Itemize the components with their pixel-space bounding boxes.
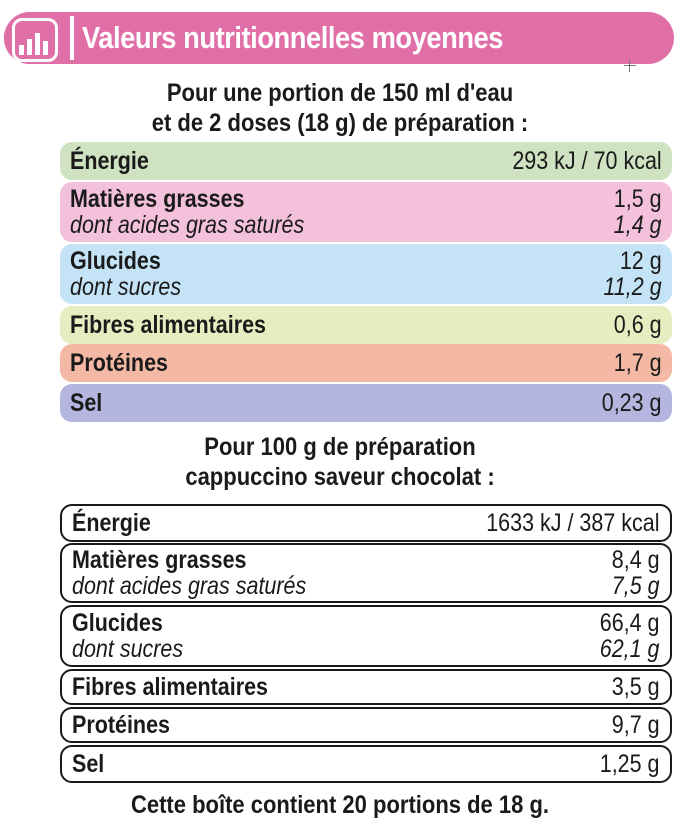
s2-row-sel (60, 745, 672, 783)
s1-row-energie (60, 142, 672, 180)
s1-energie-value: 293 kJ / 70 kcal (512, 147, 662, 175)
s2-row-fibres (60, 669, 672, 705)
s2-matieres-grasses-value: 8,4 g (612, 546, 660, 574)
section1-subtitle-line2: et de 2 doses (18 g) de préparation : (151, 109, 529, 137)
page-title: Valeurs nutritionnelles moyennes (82, 20, 504, 55)
nutrition-logo (4, 12, 74, 64)
header-banner (4, 12, 674, 64)
s1-row-fibres (60, 306, 672, 344)
s2-glucides-label: Glucides (72, 609, 163, 637)
s1-matieres-grasses-label: Matières grasses (70, 185, 245, 213)
bar-chart-icon (12, 18, 58, 62)
s1-sel-label: Sel (70, 389, 103, 417)
section1-subtitle-line1: Pour une portion de 150 ml d'eau (166, 79, 514, 107)
section2-subtitle-line1: Pour 100 g de préparation (204, 433, 476, 461)
s2-ags-label: dont acides gras saturés (72, 572, 307, 600)
s2-glucides-value: 66,4 g (600, 609, 660, 637)
s2-ags-value: 7,5 g (612, 572, 660, 600)
s1-row-sel (60, 384, 672, 422)
s2-matieres-grasses-label: Matières grasses (72, 546, 247, 574)
s1-glucides-label: Glucides (70, 247, 161, 275)
s1-fibres-value: 0,6 g (614, 311, 662, 339)
section2-subtitle-line2: cappuccino saveur chocolat : (185, 463, 495, 491)
s1-proteines-value: 1,7 g (614, 349, 662, 377)
s2-row-proteines (60, 707, 672, 743)
s2-sucres-label: dont sucres (72, 635, 184, 663)
s1-ags-label: dont acides gras saturés (70, 211, 305, 239)
s1-proteines-label: Protéines (70, 349, 168, 377)
s2-row-energie (60, 504, 672, 542)
s2-fibres-value: 3,5 g (612, 673, 660, 701)
s1-matieres-grasses-value: 1,5 g (614, 185, 662, 213)
s2-proteines-value: 9,7 g (612, 711, 660, 739)
s1-ags-value: 1,4 g (614, 211, 662, 239)
s1-glucides-value: 12 g (620, 247, 662, 275)
s1-fibres-label: Fibres alimentaires (70, 311, 266, 339)
s2-sucres-value: 62,1 g (600, 635, 660, 663)
s1-row-proteines (60, 344, 672, 382)
s2-fibres-label: Fibres alimentaires (72, 673, 268, 701)
s2-energie-label: Énergie (72, 509, 151, 537)
s1-row-glucides (60, 244, 672, 304)
s1-energie-label: Énergie (70, 147, 149, 175)
s1-sucres-value: 11,2 g (603, 273, 662, 301)
s1-sel-value: 0,23 g (602, 389, 662, 417)
s2-row-matieres-grasses (60, 543, 672, 603)
header-separator (70, 16, 74, 60)
s1-sucres-label: dont sucres (70, 273, 182, 301)
s1-row-matieres-grasses (60, 182, 672, 242)
crosshair-icon (624, 60, 636, 72)
footer-note: Cette boîte contient 20 portions de 18 g. (130, 791, 550, 819)
s2-energie-value: 1633 kJ / 387 kcal (486, 509, 660, 537)
s2-sel-value: 1,25 g (600, 750, 660, 778)
s2-proteines-label: Protéines (72, 711, 170, 739)
s2-sel-label: Sel (72, 750, 105, 778)
s2-row-glucides (60, 605, 672, 667)
